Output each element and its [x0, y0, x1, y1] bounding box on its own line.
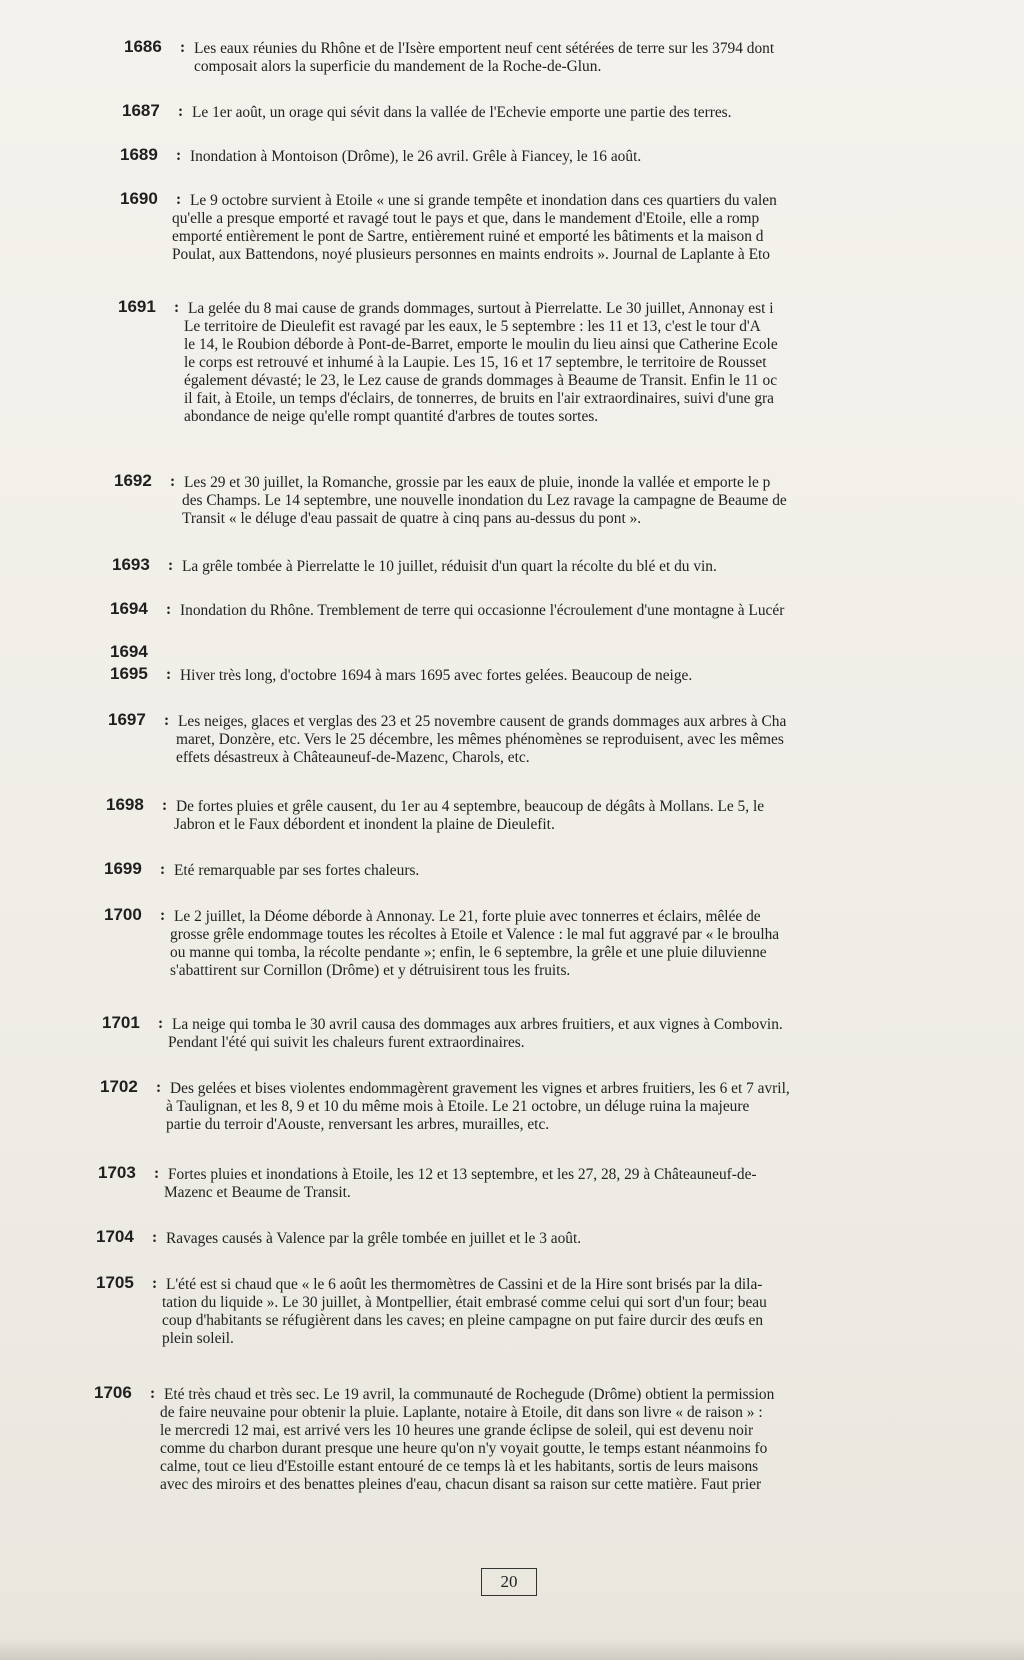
entry-year: 1704	[96, 1227, 134, 1246]
entry-colon: :	[154, 1165, 160, 1182]
entry-year: 1699	[104, 859, 142, 878]
entry-year: 1695	[110, 664, 148, 683]
entry-text-line: Pendant l'été qui suivit les chaleurs furent extraordinaires.	[168, 1034, 525, 1051]
entry-year: 1700	[104, 905, 142, 924]
entry-text-line: le mercredi 12 mai, est arrivé vers les 10 heures une grande éclipse de soleil, qui est devenu noir	[160, 1422, 754, 1439]
entry-year: 1697	[108, 710, 146, 729]
entry-text-line: partie du terroir d'Aouste, renversant les arbres, murailles, etc.	[166, 1116, 550, 1133]
entry-text-line: Le 1er août, un orage qui sévit dans la vallée de l'Echevie emporte une partie des terres.	[192, 104, 732, 121]
entry-text-line: emporté entièrement le pont de Sartre, entièrement ruiné et emporté les bâtiments et la maison d	[172, 228, 764, 245]
entry-text-line: Eté très chaud et très sec. Le 19 avril, la communauté de Rochegude (Drôme) obtient la permission	[164, 1386, 775, 1403]
entry-colon: :	[170, 473, 176, 490]
entry-text-line: Eté remarquable par ses fortes chaleurs.	[174, 862, 420, 879]
entry-year: 1706	[94, 1383, 132, 1402]
entry-text-line: qu'elle a presque emporté et ravagé tout le pays et que, dans le mandement d'Etoile, elle a romp	[172, 210, 760, 227]
entry-text-line: de faire neuvaine pour obtenir la pluie. Laplante, notaire à Etoile, dit dans son livre « de raison » :	[160, 1404, 763, 1421]
entry-text-line: Les neiges, glaces et verglas des 23 et 25 novembre causent de grands dommages aux arbres à Cha	[178, 713, 787, 730]
entry-text-line: également dévasté; le 23, le Lez cause de grands dommages à Beaume de Transit. Enfin le 11 oc	[184, 372, 778, 389]
entry-colon: :	[166, 601, 172, 618]
entry-colon: :	[168, 557, 174, 574]
entry-colon: :	[160, 861, 166, 878]
entry-colon: :	[152, 1275, 158, 1292]
entry-year: 1694	[110, 642, 148, 661]
entry-year: 1692	[114, 471, 152, 490]
entry-year: 1689	[120, 145, 158, 164]
entry-colon: :	[150, 1385, 156, 1402]
entry-text-line: comme du charbon durant presque une heure qu'on n'y voyait goutte, le temps estant néanmoins fo	[160, 1440, 768, 1457]
entry-text-line: grosse grêle endommage toutes les récoltes à Etoile et Valence : le mal fut aggravé par « le broulha	[170, 926, 780, 943]
entry-text-line: tation du liquide ». Le 30 juillet, à Montpellier, était embrasé comme celui qui sort d'un four; beau	[162, 1294, 767, 1311]
entry-colon: :	[158, 1015, 164, 1032]
entry-text-line: Transit « le déluge d'eau passait de quatre à cinq pans au-dessus du pont ».	[182, 510, 642, 527]
entry-text-line: Mazenc et Beaume de Transit.	[164, 1184, 351, 1201]
entry-colon: :	[174, 299, 180, 316]
entry-text-line: à Taulignan, et les 8, 9 et 10 du même mois à Etoile. Le 21 octobre, un déluge ruina la majeure	[166, 1098, 750, 1115]
entry-text-line: Hiver très long, d'octobre 1694 à mars 1695 avec fortes gelées. Beaucoup de neige.	[180, 667, 693, 684]
entry-year: 1705	[96, 1273, 134, 1292]
entry-text-line: abondance de neige qu'elle rompt quantité d'arbres de toutes sortes.	[184, 408, 599, 425]
entry-colon: :	[178, 103, 184, 120]
entry-text-line: Jabron et le Faux débordent et inondent la plaine de Dieulefit.	[174, 816, 555, 833]
entry-text-line: Inondation à Montoison (Drôme), le 26 avril. Grêle à Fiancey, le 16 août.	[190, 148, 642, 165]
entry-text-line: effets désastreux à Châteauneuf-de-Mazenc, Charols, etc.	[176, 749, 530, 766]
page-number: 20	[481, 1568, 537, 1596]
entry-year: 1701	[102, 1013, 140, 1032]
entry-text-line: maret, Donzère, etc. Vers le 25 décembre, les mêmes phénomènes se reproduisent, avec les mêmes	[176, 731, 784, 748]
entry-text-line: La grêle tombée à Pierrelatte le 10 juillet, réduisit d'un quart la récolte du blé et du vin.	[182, 558, 717, 575]
entry-text-line: Inondation du Rhône. Tremblement de terre qui occasionne l'écroulement d'une montagne à Lucér	[180, 602, 785, 619]
entry-text-line: Le 2 juillet, la Déome déborde à Annonay. Le 21, forte pluie avec tonnerres et éclairs, mêlée de	[174, 908, 761, 925]
entry-text-line: il fait, à Etoile, un temps d'éclairs, de tonnerres, de bruits en l'air extraordinaires, suivi d'une gra	[184, 390, 774, 407]
entry-text-line: plein soleil.	[162, 1330, 234, 1347]
entry-text-line: Poulat, aux Battendons, noyé plusieurs personnes en maints endroits ». Journal de Laplante à Eto	[172, 246, 770, 263]
entry-colon: :	[164, 712, 170, 729]
entry-year: 1690	[120, 189, 158, 208]
entry-year: 1686	[124, 37, 162, 56]
entry-colon: :	[152, 1229, 158, 1246]
entry-colon: :	[162, 797, 168, 814]
entry-colon: :	[160, 907, 166, 924]
entry-text-line: Fortes pluies et inondations à Etoile, les 12 et 13 septembre, et les 27, 28, 29 à Châteauneuf-de-	[168, 1166, 757, 1183]
entry-year: 1691	[118, 297, 156, 316]
entry-text-line: Les eaux réunies du Rhône et de l'Isère emportent neuf cent sétérées de terre sur les 3794 dont	[194, 40, 775, 57]
entry-text-line: coup d'habitants se réfugièrent dans les caves; en pleine campagne on put faire durcir des œufs en	[162, 1312, 764, 1329]
entry-year: 1687	[122, 101, 160, 120]
entry-year: 1694	[110, 599, 148, 618]
entry-year: 1702	[100, 1077, 138, 1096]
entry-text-line: le 14, le Roubion déborde à Pont-de-Barret, emporte le moulin du lieu ainsi que Catherine Ecole	[184, 336, 778, 353]
entry-colon: :	[180, 39, 186, 56]
entry-text-line: De fortes pluies et grêle causent, du 1er au 4 septembre, beaucoup de dégâts à Mollans. Le 5, le	[176, 798, 765, 815]
entry-text-line: Le 9 octobre survient à Etoile « une si grande tempête et inondation dans ces quartiers du valen	[190, 192, 777, 209]
entry-text-line: calme, tout ce lieu d'Estoille estant entouré de ce temps là et les habitants, sortis de leurs maisons	[160, 1458, 759, 1475]
entry-colon: :	[156, 1079, 162, 1096]
entry-colon: :	[176, 191, 182, 208]
entry-text-line: La gelée du 8 mai cause de grands dommages, surtout à Pierrelatte. Le 30 juillet, Annonay est i	[188, 300, 774, 317]
entry-text-line: Ravages causés à Valence par la grêle tombée en juillet et le 3 août.	[166, 1230, 582, 1247]
entry-colon: :	[166, 666, 172, 683]
entry-text-line: s'abattirent sur Cornillon (Drôme) et y détruisirent tous les fruits.	[170, 962, 571, 979]
entry-text-line: Des gelées et bises violentes endommagèrent gravement les vignes et arbres fruitiers, les 6 et 7 avril,	[170, 1080, 790, 1097]
entry-text-line: des Champs. Le 14 septembre, une nouvelle inondation du Lez ravage la campagne de Beaume de	[182, 492, 787, 509]
entry-text-line: L'été est si chaud que « le 6 août les thermomètres de Cassini et de la Hire sont brisés par la dila-	[166, 1276, 763, 1293]
entry-text-line: Le territoire de Dieulefit est ravagé par les eaux, le 5 septembre : les 11 et 13, c'est le tour d'A	[184, 318, 761, 335]
entry-text-line: Les 29 et 30 juillet, la Romanche, grossie par les eaux de pluie, inonde la vallée et emporte le p	[184, 474, 771, 491]
entry-text-line: avec des miroirs et des benattes pleines d'eau, chacun disant sa raison sur cette matière. Faut prier	[160, 1476, 762, 1493]
entry-text-line: ou manne qui tomba, la récolte pendante »; enfin, le 6 septembre, la grêle et une pluie diluvienne	[170, 944, 767, 961]
scan-edge-shadow	[0, 1638, 1024, 1660]
entry-year: 1693	[112, 555, 150, 574]
entry-year: 1698	[106, 795, 144, 814]
entry-text-line: composait alors la superficie du mandement de la Roche-de-Glun.	[194, 58, 602, 75]
entry-colon: :	[176, 147, 182, 164]
entry-text-line: le corps est retrouvé et inhumé à la Laupie. Les 15, 16 et 17 septembre, le territoire de Rousset	[184, 354, 767, 371]
entry-text-line: La neige qui tomba le 30 avril causa des dommages aux arbres fruitiers, et aux vignes à Combovin.	[172, 1016, 783, 1033]
entry-year: 1703	[98, 1163, 136, 1182]
